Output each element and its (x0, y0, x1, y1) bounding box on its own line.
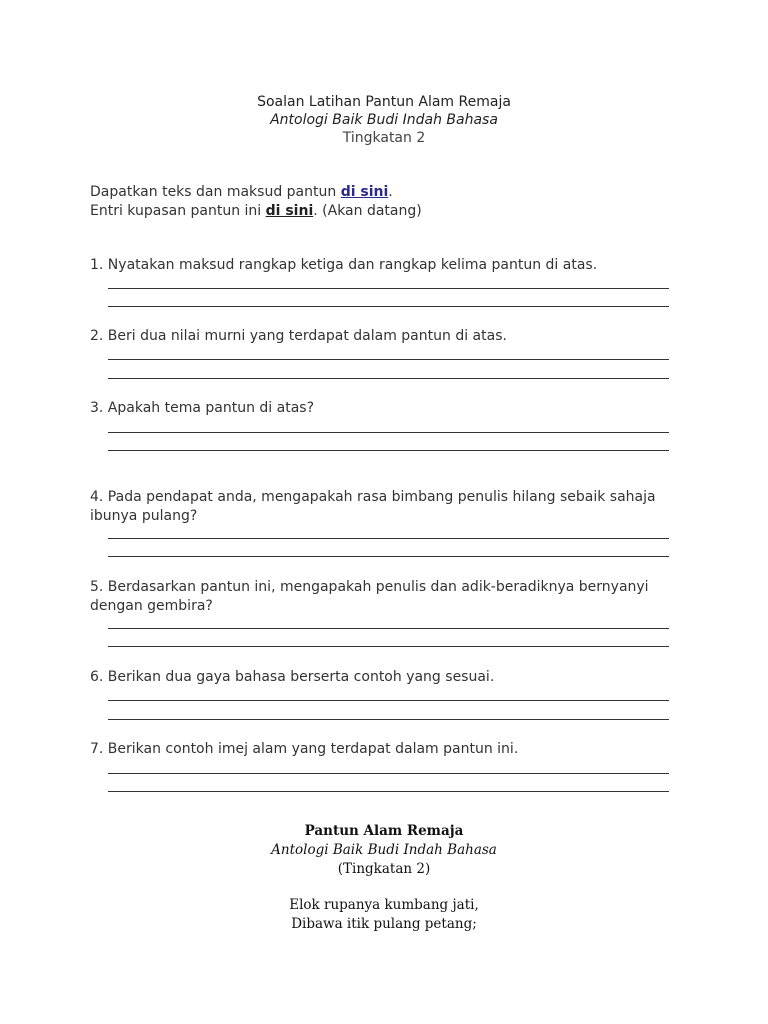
answer-line (108, 791, 669, 792)
page-subtitle: Antologi Baik Budi Indah Bahasa (270, 112, 498, 128)
question-5: 5. Berdasarkan pantun ini, mengapakah penulis dan adik-beradiknya bernyanyi dengan gembira? (90, 579, 649, 614)
poem-section (0, 822, 768, 934)
page-title: Soalan Latihan Pantun Alam Remaja (257, 94, 511, 110)
answer-line (108, 288, 669, 289)
intro-paragraph (90, 183, 422, 221)
answer-line (108, 700, 669, 701)
poem-line: Elok rupanya kumbang jati, (289, 897, 479, 913)
answer-line (108, 450, 669, 451)
poem-title: Pantun Alam Remaja (304, 823, 464, 839)
intro-line-1-suffix: . (388, 184, 393, 200)
intro-line-1 (90, 183, 422, 202)
page-level: Tingkatan 2 (342, 130, 426, 146)
answer-line (108, 306, 669, 307)
question-4: 4. Pada pendapat anda, mengapakah rasa bimbang penulis hilang sebaik sahaja ibunya pulang? (90, 489, 656, 524)
intro-line-2-text: Entri kupasan pantun ini (90, 203, 266, 219)
answer-line (108, 378, 669, 379)
answer-line (108, 538, 669, 539)
intro-line-2 (90, 202, 422, 221)
question-1: 1. Nyatakan maksud rangkap ketiga dan rangkap kelima pantun di atas. (90, 257, 598, 273)
poem-gap (0, 879, 768, 896)
document-header (0, 93, 768, 147)
pantun-text-link[interactable]: di sini (340, 184, 389, 200)
question-2: 2. Beri dua nilai murni yang terdapat dalam pantun di atas. (90, 328, 507, 344)
intro-line-2-suffix: . (Akan datang) (313, 203, 422, 219)
answer-line (108, 773, 669, 774)
poem-subtitle: Antologi Baik Budi Indah Bahasa (271, 842, 497, 858)
poem-line: Dibawa itik pulang petang; (291, 916, 477, 932)
question-3: 3. Apakah tema pantun di atas? (90, 400, 315, 416)
answer-line (108, 556, 669, 557)
poem-level: (Tingkatan 2) (337, 861, 431, 877)
answer-line (108, 719, 669, 720)
question-6: 6. Berikan dua gaya bahasa berserta contoh yang sesuai. (90, 669, 495, 685)
answer-line (108, 628, 669, 629)
question-7: 7. Berikan contoh imej alam yang terdapat dalam pantun ini. (90, 741, 519, 757)
answer-line (108, 359, 669, 360)
answer-line (108, 432, 669, 433)
intro-line-1-text: Dapatkan teks dan maksud pantun (90, 184, 341, 200)
kupasan-entry-link[interactable]: di sini (265, 203, 314, 219)
answer-line (108, 646, 669, 647)
